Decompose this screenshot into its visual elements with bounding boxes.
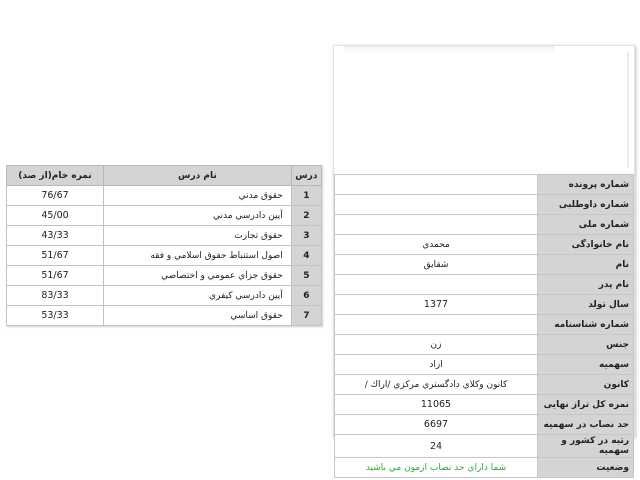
table-row [7, 306, 322, 326]
info-row-status [335, 458, 634, 478]
grades-header-row [7, 166, 322, 186]
info-value: ازاد [335, 355, 538, 375]
info-label: سال تولد [538, 295, 634, 315]
photo-shade [344, 46, 554, 54]
course-score: 43/33 [7, 226, 104, 246]
info-row-quota-threshold [335, 415, 634, 435]
course-number: 1 [291, 186, 321, 206]
grades-table [6, 165, 322, 326]
course-name: حقوق جزاي عمومي و اختصاصي [104, 266, 292, 286]
course-number: 6 [291, 286, 321, 306]
course-score: 76/67 [7, 186, 104, 206]
info-value [335, 215, 538, 235]
table-row [7, 266, 322, 286]
course-score: 83/33 [7, 286, 104, 306]
info-row-national-id [335, 215, 634, 235]
info-value [335, 315, 538, 335]
table-row [7, 226, 322, 246]
candidate-info-panel [333, 45, 635, 473]
info-row-file-number [335, 175, 634, 195]
info-row-final-score [335, 395, 634, 415]
info-label: نام پدر [538, 275, 634, 295]
info-value: شقايق [335, 255, 538, 275]
info-label: نام [538, 255, 634, 275]
info-value: زن [335, 335, 538, 355]
table-row [7, 246, 322, 266]
table-row [7, 186, 322, 206]
info-value: كانون وكلاي دادگستري مركزي /اراك / [335, 375, 538, 395]
info-value: 1377 [335, 295, 538, 315]
course-name: آيين دادرسي مدني [104, 206, 292, 226]
info-row-last-name [335, 235, 634, 255]
course-name: حقوق مدني [104, 186, 292, 206]
candidate-info-table [334, 174, 634, 478]
info-label: جنس [538, 335, 634, 355]
course-name: آيين دادرسي كيفري [104, 286, 292, 306]
info-value: 24 [335, 435, 538, 458]
info-row-first-name [335, 255, 634, 275]
course-name: حقوق اساسي [104, 306, 292, 326]
info-label: نام خانوادگی [538, 235, 634, 255]
info-row-rank [335, 435, 634, 458]
course-number: 3 [291, 226, 321, 246]
status-message: شما داراي حد نصاب ازمون مي باشيد [335, 458, 538, 478]
info-row-gender [335, 335, 634, 355]
info-label: حد نصاب در سهمیه [538, 415, 634, 435]
info-label: شماره داوطلبی [538, 195, 634, 215]
course-number: 5 [291, 266, 321, 286]
header-course-name: نام درس [104, 166, 292, 186]
header-raw-score: نمره خام(از صد) [7, 166, 104, 186]
info-row-birth-year [335, 295, 634, 315]
info-row-bar-association [335, 375, 634, 395]
info-label: وضعیت [538, 458, 634, 478]
info-value: 11065 [335, 395, 538, 415]
course-number: 4 [291, 246, 321, 266]
info-label: نمره کل تراز نهایی [538, 395, 634, 415]
info-label: سهميه [538, 355, 634, 375]
info-value [335, 195, 538, 215]
course-name: حقوق تجارت [104, 226, 292, 246]
info-label: شماره شناسنامه [538, 315, 634, 335]
info-value [335, 175, 538, 195]
table-row [7, 286, 322, 306]
course-score: 53/33 [7, 306, 104, 326]
info-row-father-name [335, 275, 634, 295]
course-number: 2 [291, 206, 321, 226]
course-score: 45/00 [7, 206, 104, 226]
info-value [335, 275, 538, 295]
photo-divider [627, 52, 629, 168]
info-label: شماره ملی [538, 215, 634, 235]
info-row-birth-certificate [335, 315, 634, 335]
info-label: شماره پرونده [538, 175, 634, 195]
header-course-number: درس [291, 166, 321, 186]
info-value: محمدي [335, 235, 538, 255]
course-score: 51/67 [7, 246, 104, 266]
photo-area [334, 46, 634, 174]
course-score: 51/67 [7, 266, 104, 286]
course-name: اصول استنباط حقوق اسلامي و فقه [104, 246, 292, 266]
info-row-quota [335, 355, 634, 375]
table-row [7, 206, 322, 226]
info-label: کانون [538, 375, 634, 395]
course-number: 7 [291, 306, 321, 326]
info-value: 6697 [335, 415, 538, 435]
info-row-candidate-number [335, 195, 634, 215]
info-label: رتبه در کشور و سهمیه [538, 435, 634, 458]
